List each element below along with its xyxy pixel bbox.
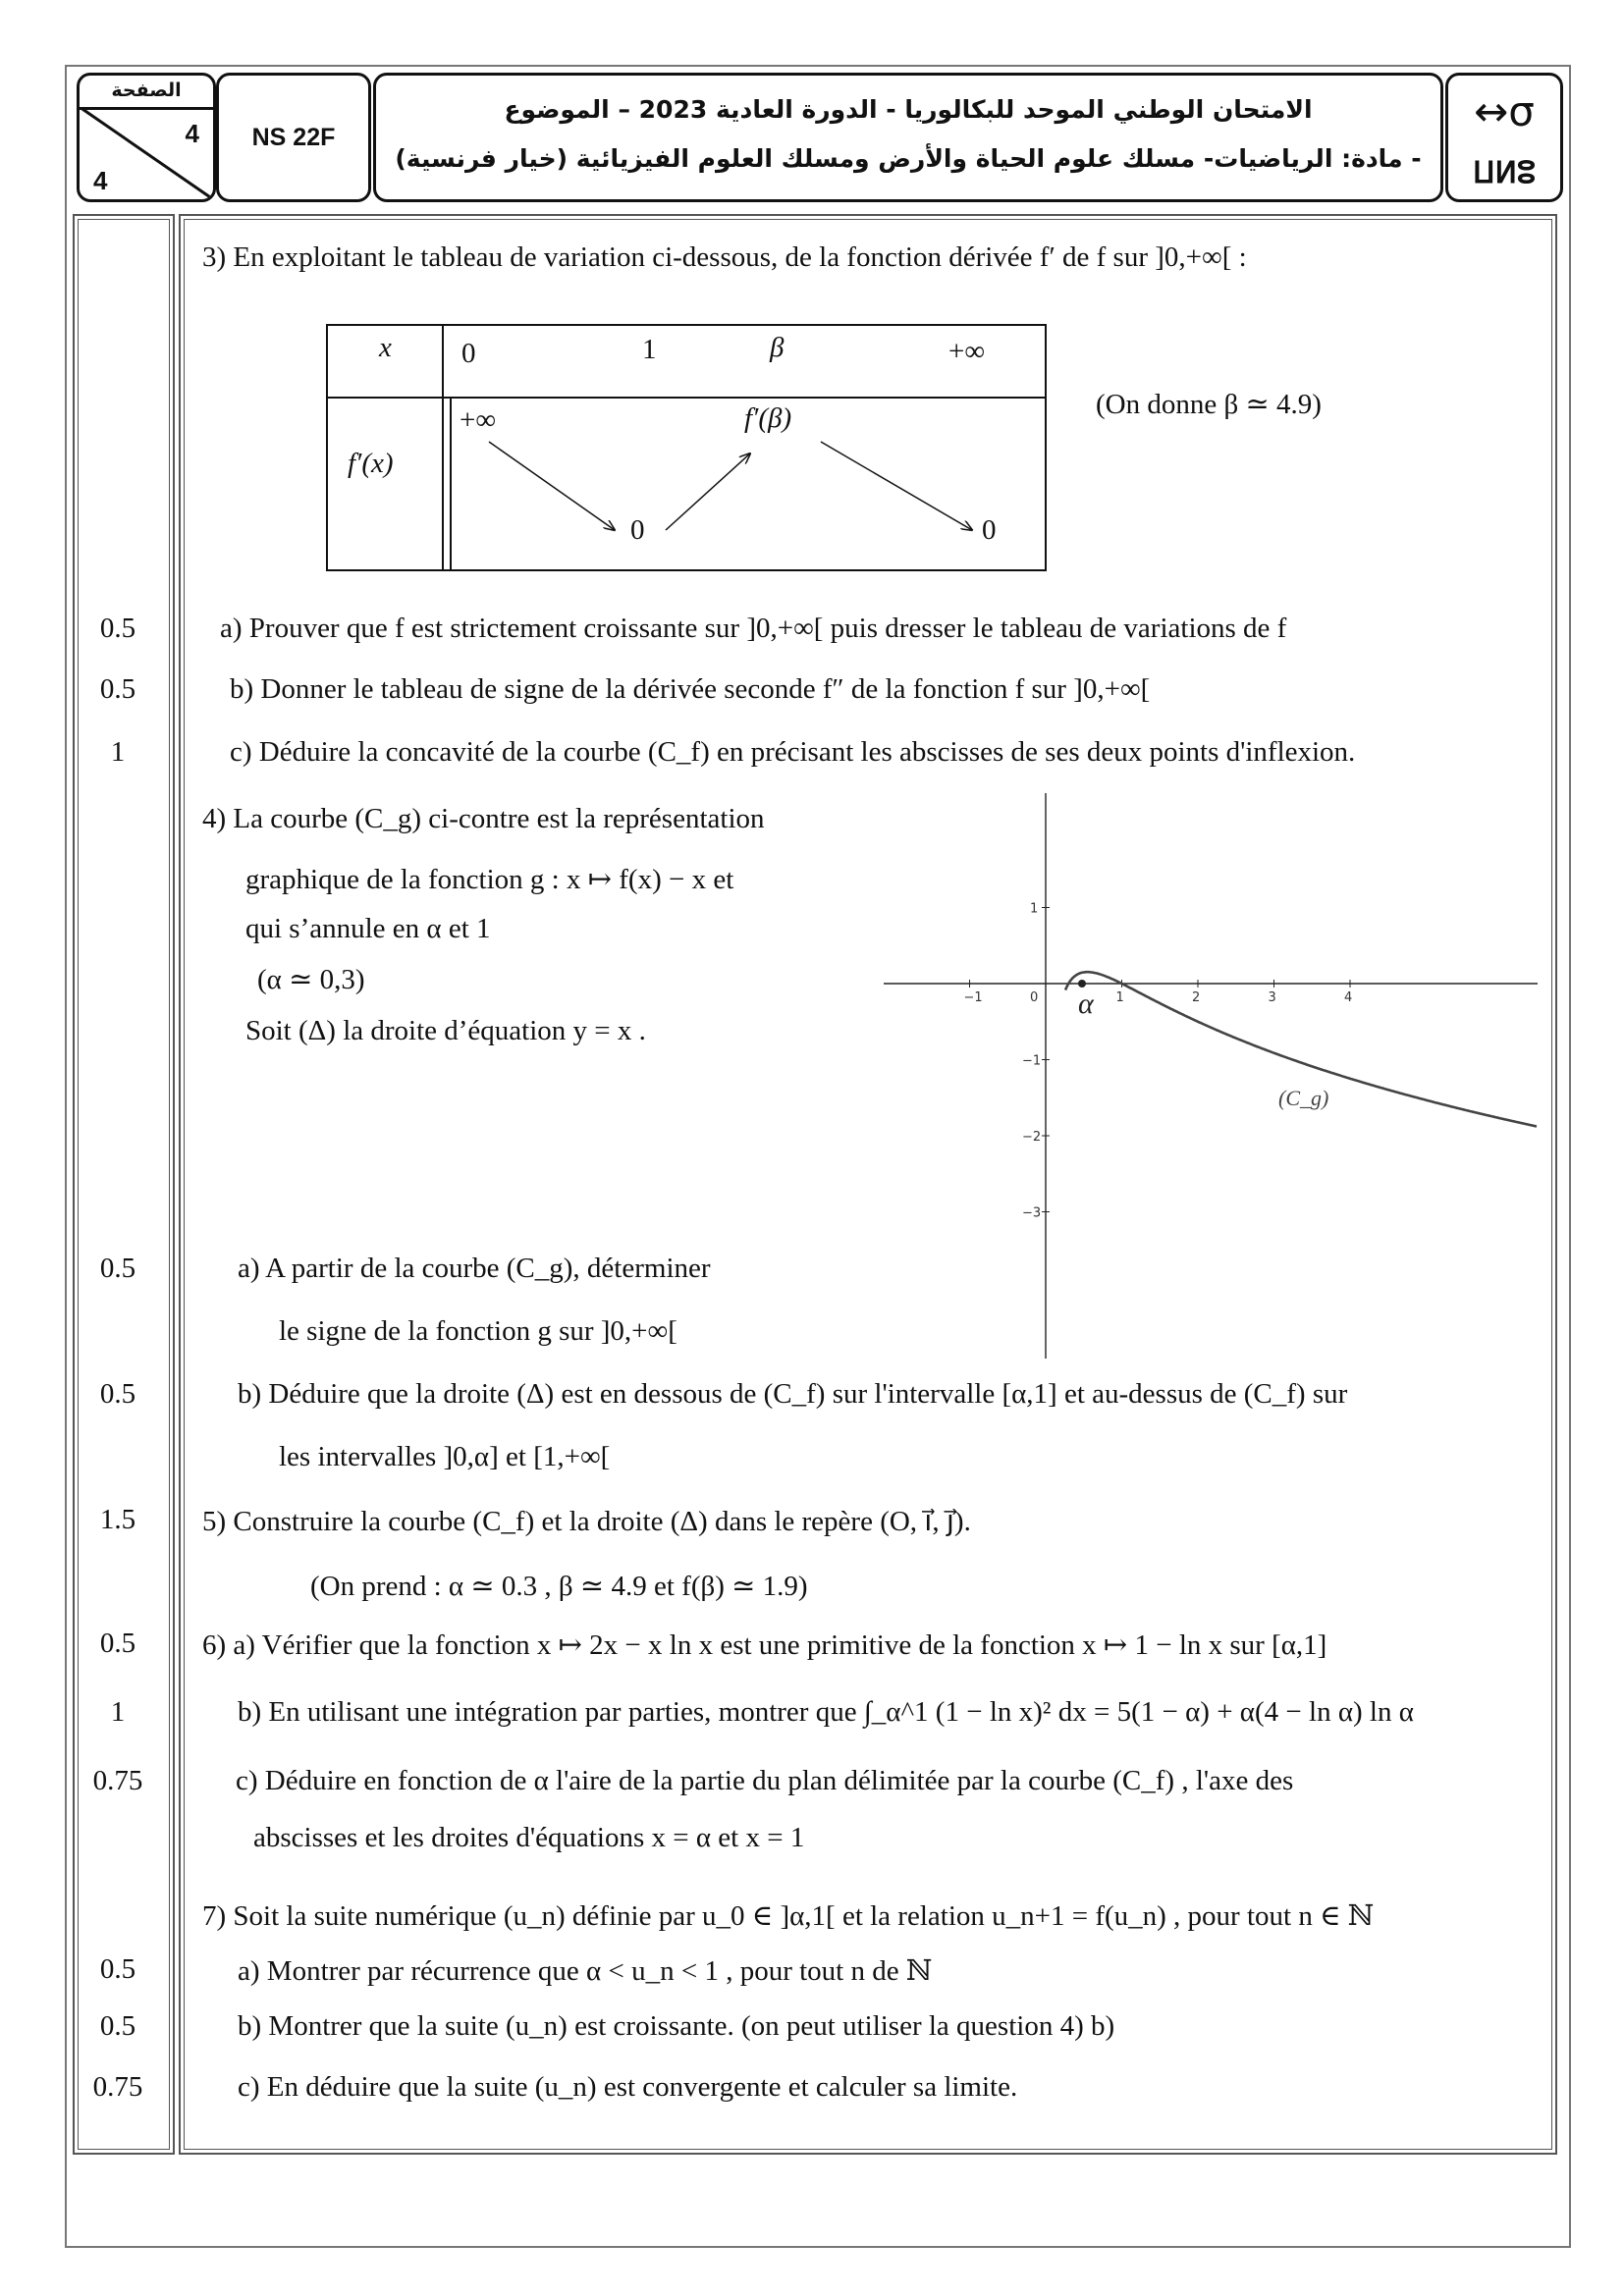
logo-arrows-icon: ↔σ — [1474, 87, 1535, 135]
q3-c: c) Déduire la concavité de la courbe (C_f) en précisant les abscisses de ses deux points d'inflexion. — [230, 736, 1356, 768]
exam-title-box — [373, 73, 1443, 202]
x-tick-label: 1 — [1115, 990, 1124, 1005]
q6-b: b) En utilisant une intégration par parties, montrer que ∫_α^1 (1 − ln x)² dx = 5(1 − α) + α(4 − ln α) ln α — [238, 1696, 1414, 1728]
q4-b-line2: les intervalles ]0,α] et [1,+∞[ — [279, 1441, 611, 1472]
q7-b: b) Montrer que la suite (u_n) est croissante. (on peut utiliser la question 4) b) — [238, 2010, 1115, 2042]
q7-c: c) En déduire que la suite (u_n) est convergente et calculer sa limite. — [238, 2071, 1018, 2103]
points-4b: 0.5 — [99, 1378, 136, 1410]
table-fp-value: f′(β) — [744, 402, 792, 434]
table-x-value: β — [770, 332, 785, 363]
q6-c-line2: abscisses et les droites d'équations x = α et x = 1 — [253, 1822, 805, 1853]
q3-note: (On donne β ≃ 4.9) — [1096, 389, 1322, 420]
points-column — [73, 214, 175, 2155]
q4-intro-line1: 4) La courbe (C_g) ci-contre est la représentation — [202, 803, 765, 834]
table-x-label: x — [379, 332, 392, 363]
q3-intro: 3) En exploitant le tableau de variation ci-dessous, de la fonction dérivée f′ de f sur ]0,+∞[ : — [202, 241, 1247, 273]
y-tick-label: −1 — [1022, 1053, 1042, 1069]
page-total: 4 — [93, 166, 108, 195]
table-fp-value: 0 — [982, 514, 997, 546]
q4-a-line1: a) A partir de la courbe (C_g), déterminer — [238, 1253, 711, 1284]
exam-title-line2: - مادة: الرياضيات- مسلك علوم الحياة والأرض ومسلك العلوم الفيزيائية (خيار فرنسية) — [395, 144, 1422, 173]
points-3c: 1 — [110, 736, 126, 768]
table-x-value: 0 — [461, 338, 476, 369]
points-5: 1.5 — [99, 1504, 136, 1535]
points-4a: 0.5 — [99, 1253, 136, 1284]
q4-intro-line5: Soit (Δ) la droite d’équation y = x . — [245, 1015, 646, 1046]
x-tick-label: 0 — [1030, 990, 1039, 1005]
points-6c: 0.75 — [92, 1765, 143, 1796]
points-3b: 0.5 — [99, 673, 136, 705]
y-tick-label: −3 — [1022, 1205, 1042, 1221]
q4-intro-line4: (α ≃ 0,3) — [257, 964, 365, 995]
points-7a: 0.5 — [99, 1953, 136, 1985]
x-tick-label: −1 — [963, 990, 983, 1005]
q4-intro-line3: qui s’annule en α et 1 — [245, 913, 491, 944]
x-tick-label: 4 — [1344, 990, 1353, 1005]
points-7c: 0.75 — [92, 2071, 143, 2103]
q6-c-line1: c) Déduire en fonction de α l'aire de la partie du plan délimitée par la courbe (C_f) , l'axe des — [236, 1765, 1294, 1796]
q7-intro: 7) Soit la suite numérique (u_n) définie par u_0 ∈ ]α,1[ et la relation u_n+1 = f(u_n) , pour tout n ∈ ℕ — [202, 1900, 1375, 1932]
variation-table — [326, 324, 1047, 571]
q4-a-line2: le signe de la fonction g sur ]0,+∞[ — [279, 1315, 677, 1347]
points-3a: 0.5 — [99, 613, 136, 644]
y-tick-label: −2 — [1022, 1130, 1042, 1145]
logo-text: ⵡⵍⵓ — [1473, 156, 1536, 190]
alpha-label: α — [1078, 988, 1094, 1020]
curve-label: (C_g) — [1278, 1086, 1329, 1110]
q7-a: a) Montrer par récurrence que α < u_n < 1 , pour tout n de ℕ — [238, 1955, 933, 1987]
q6-a: 6) a) Vérifier que la fonction x ↦ 2x − x ln x est une primitive de la fonction x ↦ 1 − ln x sur [α,1] — [202, 1629, 1327, 1661]
arrow-increasing — [666, 454, 750, 530]
q5-note: (On prend : α ≃ 0.3 , β ≃ 4.9 et f(β) ≃ 1.9) — [310, 1571, 808, 1602]
table-x-value: 1 — [642, 334, 657, 365]
page-label: الصفحة — [80, 76, 213, 110]
exam-code-box — [216, 73, 371, 202]
x-tick-label: 2 — [1192, 990, 1201, 1005]
table-fp-value: 0 — [630, 514, 645, 546]
table-fp-value: +∞ — [460, 404, 497, 436]
page-current: 4 — [185, 119, 199, 148]
table-fp-label: f′(x) — [348, 448, 394, 479]
x-tick-label: 3 — [1268, 990, 1276, 1005]
y-tick-label: 1 — [1030, 901, 1039, 917]
q5-text: 5) Construire la courbe (C_f) et la droite (Δ) dans le repère (O, i⃗, j⃗). — [202, 1506, 971, 1537]
alpha-point — [1078, 980, 1086, 988]
arrow-decreasing — [821, 442, 972, 530]
table-x-value: +∞ — [948, 336, 986, 367]
points-6b: 1 — [110, 1696, 126, 1728]
exam-title-line1: الامتحان الوطني الموحد للبكالوريا - الدورة العادية 2023 – الموضوع — [504, 95, 1313, 124]
arrow-decreasing — [489, 442, 615, 530]
q3-b: b) Donner le tableau de signe de la dérivée seconde f″ de la fonction f sur ]0,+∞[ — [230, 673, 1151, 705]
logo-box — [1445, 73, 1563, 202]
page-number-box — [77, 73, 216, 202]
q4-intro-line2: graphique de la fonction g : x ↦ f(x) − x et — [245, 864, 734, 895]
q4-b-line1: b) Déduire que la droite (Δ) est en dessous de (C_f) sur l'intervalle [α,1] et au-dessus de (C_f) sur — [238, 1378, 1348, 1410]
variation-arrows — [328, 326, 1045, 569]
q3-a: a) Prouver que f est strictement croissante sur ]0,+∞[ puis dresser le tableau de variations de f — [220, 613, 1287, 644]
graph-Cg — [880, 791, 1540, 1361]
exam-code: NS 22F — [251, 123, 336, 151]
points-6a: 0.5 — [99, 1628, 136, 1659]
points-7b: 0.5 — [99, 2010, 136, 2042]
